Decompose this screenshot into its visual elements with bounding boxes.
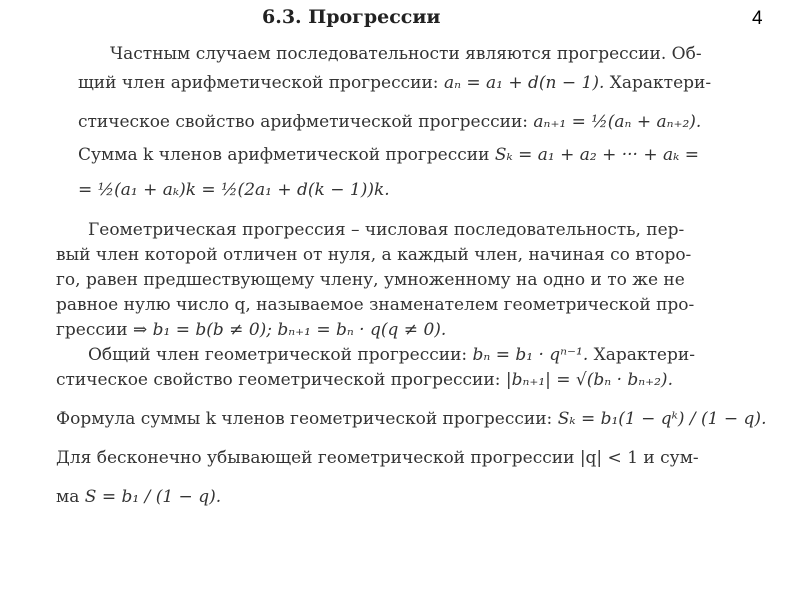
geom-line-10-text: ма [56,487,80,507]
geom-line-1 [56,218,746,243]
geom-line-1-text: Геометрическая прогрессия – числовая последовательность, пер- [88,220,685,240]
geom-line-9-text: Для бесконечно убывающей геометрической прогрессии |q| < 1 и сум- [56,448,699,468]
geom-line-6-text: Общий член геометрической прогрессии: [88,345,468,365]
arith-line-1 [78,42,738,67]
geom-line-9 [56,446,746,471]
geom-line-2-text: вый член которой отличен от нуля, а каждый член, начиная со второ- [56,245,692,265]
arith-property-formula: aₙ₊₁ = ½(aₙ + aₙ₊₂). [533,112,702,132]
arith-line-3-text: стическое свойство арифметической прогрессии: [78,112,529,132]
arith-sum-formula-start: Sₖ = a₁ + a₂ + ··· + aₖ = [494,145,699,165]
arith-line-5 [78,178,738,203]
geom-line-5-text: грессии [56,320,128,340]
geom-line-8 [56,407,767,432]
geom-line-6 [56,343,746,368]
arith-line-2-tail: Характери- [609,73,712,93]
geom-line-4-text: равное нулю число q, называемое знаменателем геометрической про- [56,295,695,315]
geom-property-formula: |bₙ₊₁| = √(bₙ · bₙ₊₂). [505,370,673,390]
geometric-progression-block [56,218,767,510]
geom-line-7 [56,368,746,393]
geom-line-3 [56,268,746,293]
arith-line-2-text: щий член арифметической прогрессии: [78,73,439,93]
arith-sum-formula-end: = ½(a₁ + aₖ)k = ½(2a₁ + d(k − 1))k. [78,180,390,200]
arith-line-3 [78,110,738,135]
geom-line-5 [56,318,746,343]
geom-definition-formula: ⇒ b₁ = b(b ≠ 0); bₙ₊₁ = bₙ · q(q ≠ 0). [132,320,447,340]
geom-sum-formula: Sₖ = b₁(1 − qᵏ) / (1 − q). [557,409,767,429]
geom-line-6-tail: Характери- [593,345,695,365]
arith-line-1-text: Частным случаем последовательности являются прогрессии. Об- [110,44,702,64]
geom-line-4 [56,293,746,318]
slide-title: 6.3. Прогрессии [262,6,441,28]
geom-line-8-text: Формула суммы k членов геометрической прогрессии: [56,409,553,429]
arith-line-4-text: Сумма k членов арифметической прогрессии [78,145,490,165]
geom-line-7-text: стическое свойство геометрической прогрессии: [56,370,501,390]
arith-general-term-formula: aₙ = a₁ + d(n − 1). [443,73,605,93]
geom-infinite-sum-formula: S = b₁ / (1 − q). [84,487,222,507]
arithmetic-progression-block [78,42,738,203]
geom-line-2 [56,243,746,268]
arith-line-4 [78,143,738,168]
geom-general-term-formula: bₙ = b₁ · qⁿ⁻¹. [472,345,589,365]
page-number: 4 [752,8,763,29]
arith-line-2 [78,71,738,96]
geom-line-3-text: го, равен предшествующему члену, умноженному на одно и то же не [56,270,685,290]
geom-line-10 [56,485,746,510]
